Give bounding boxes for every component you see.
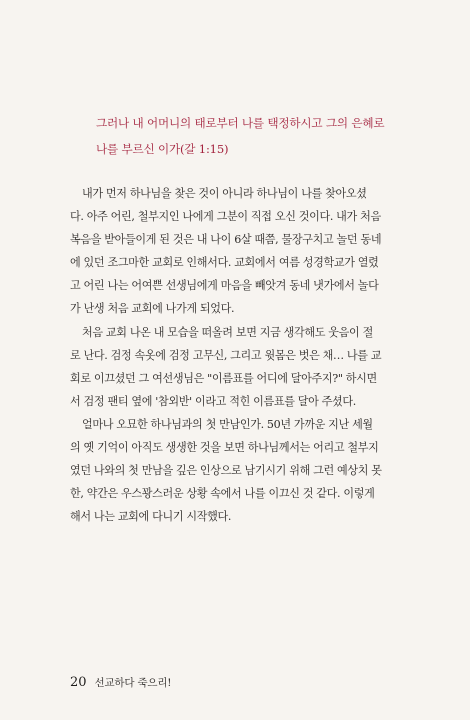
text-line: 내가 먼저 하나님을 찾은 것이 아니라 하나님이 나를 찾아오셨 [82, 187, 367, 200]
text-line: 였던 나와의 첫 만남을 깊은 인상으로 남기시기 위해 그런 예상치 못 [70, 464, 382, 478]
paragraph-1 [70, 182, 410, 321]
text-line: 다. 아주 어린, 철부지인 나에게 그분이 직접 오신 것이다. 내가 처음 [70, 210, 381, 224]
text-line: 처음 교회 나온 내 모습을 떠올려 보면 지금 생각해도 웃음이 절 [82, 325, 373, 339]
text-line: 해서 나는 교회에 다니기 시작했다. [70, 510, 232, 524]
text-line: 복음을 받아들이게 된 것은 내 나이 6살 때쯤, 물장구치고 놀던 동네 [70, 233, 382, 247]
text-line: 가 난생 처음 교회에 나가게 되었다. [70, 302, 235, 316]
page-footer [70, 675, 171, 690]
text-line: 한, 약간은 우스꽝스러운 상황 속에서 나를 이끄신 것 같다. 이렇게 [70, 487, 375, 501]
text-line: 회로 이끄셨던 그 여선생님은 "이름표를 어디에 달아주지?" 하시면 [70, 371, 377, 385]
epigraph-line-2: 나를 부르신 이가(갈 1:15) [96, 142, 229, 156]
paragraph-3 [70, 413, 410, 528]
body-text [70, 182, 410, 528]
running-title: 선교하다 죽으리! [94, 677, 172, 689]
epigraph-line-1: 그러나 내 어머니의 태로부터 나를 택정하시고 그의 은혜로 [96, 116, 385, 130]
text-line: 얼마나 오묘한 하나님과의 첫 만남인가. 50년 가까운 지난 세월 [82, 417, 373, 431]
text-line: 고 어린 나는 어여쁜 선생님에게 마음을 빼앗겨 동네 냇가에서 놀다 [70, 279, 379, 293]
page-number: 20 [70, 675, 87, 690]
epigraph-quote [96, 110, 416, 162]
text-line: 서 검정 팬티 옆에 '참외반' 이라고 적힌 이름표를 달아 주셨다. [70, 394, 356, 408]
paragraph-2 [70, 321, 410, 413]
text-line: 로 난다. 검정 속옷에 검정 고무신, 그리고 윗몸은 벗은 채… 나를 교 [70, 348, 382, 362]
text-line: 에 있던 조그마한 교회로 인해서다. 교회에서 여름 성경학교가 열렸 [70, 256, 379, 270]
text-line: 의 옛 기억이 아직도 생생한 것을 보면 하나님께서는 어리고 철부지 [70, 441, 379, 455]
